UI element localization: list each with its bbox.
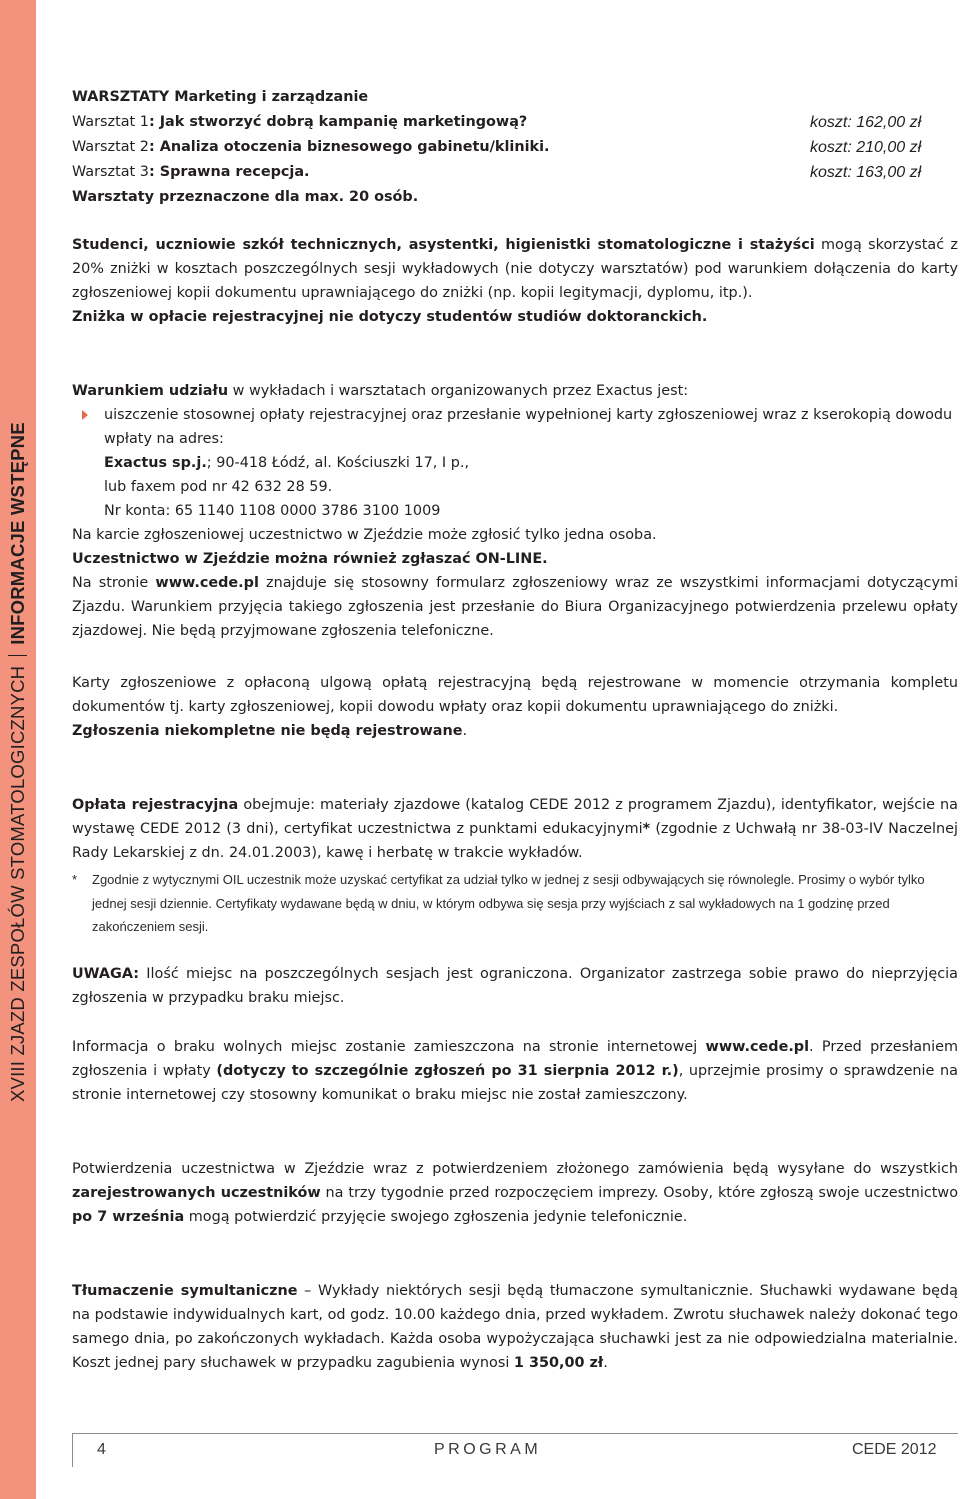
- conditions-lead: Warunkiem udziału w wykładach i warsztatach organizowanych przez Exactus jest:: [72, 383, 689, 399]
- footer-section-title: PROGRAM: [434, 1441, 542, 1458]
- workshops-section: [72, 85, 958, 210]
- footer-divider-tick: [72, 1433, 73, 1467]
- conditions-section: [72, 379, 958, 643]
- cards-paragraph: Karty zgłoszeniowe z opłaconą ulgową opłatą rejestracyjną będą rejestrowane w momencie otrzymania kompletu dokumentów tj. karty zgłoszeniowej, kopii dowodu wpłaty oraz kopii dokumentu uprawniającego do zniżki.: [72, 675, 958, 715]
- sidebar-title-bold: INFORMACJE WSTĘPNE: [7, 422, 28, 645]
- confirm-section: [72, 1157, 958, 1229]
- one-person-note: Na karcie zgłoszeniowej uczestnictwo w Zjeździe może zgłosić tylko jedna osoba.: [72, 527, 657, 543]
- bank-account: Nr konta: 65 1140 1108 0000 3786 3100 1009: [104, 503, 441, 519]
- sidebar: [0, 0, 36, 1499]
- info-section: [72, 1035, 958, 1107]
- discount-paragraph: Studenci, uczniowie szkół technicznych, asystentki, higienistki stomatologiczne i stażyści mogą skorzystać z 20% zniżki w kosztach poszczególnych sesji wykładowych (nie dotyczy warsztatów) pod warunkiem dołączenia do karty zgłoszeniowej kopii dokumentu uprawniającego do zniżki (np. kopii legitymacji, dyplomu, itp.).: [72, 237, 958, 301]
- confirm-paragraph: Potwierdzenia uczestnictwa w Zjeździe wraz z potwierdzeniem złożonego zamówienia będą wysyłane do wszystkich zarejestrowanych uczestników na trzy tygodnie przed rozpoczęciem imprezy. Osoby, które zgłoszą swoje uczestnictwo po 7 września mogą potwierdzić przyjęcie swojego zgłoszenia jedynie telefonicznie.: [72, 1161, 958, 1225]
- workshops-limit: Warsztaty przeznaczone dla max. 20 osób.: [72, 189, 419, 205]
- workshop-cost: koszt: 162,00 zł: [810, 114, 922, 131]
- workshop-row: Warsztat 2: Analiza otoczenia biznesowego gabinetu/kliniki. koszt: 210,00 zł: [72, 135, 958, 160]
- cards-incomplete-note: Zgłoszenia niekompletne nie będą rejestrowane.: [72, 723, 468, 739]
- fee-paragraph: Opłata rejestracyjna obejmuje: materiały zjazdowe (katalog CEDE 2012 z programem Zjazdu), identyfikator, wejście na wystawę CEDE 2012 (3 dni), certyfikat uczestnictwa z punktami edukacyjnymi* (zgodnie z Uchwałą nr 38-03-IV Naczelnej Rady Lekarskiej z dn. 24.01.2003), kawę i herbatę w trakcie wykładów.: [72, 797, 958, 861]
- workshop-row: Warsztat 3: Sprawna recepcja. koszt: 163,00 zł: [72, 160, 958, 185]
- warning-section: [72, 962, 958, 1010]
- discount-note: Zniżka w opłacie rejestracyjnej nie dotyczy studentów studiów doktoranckich.: [72, 309, 708, 325]
- cards-section: [72, 671, 958, 743]
- sidebar-title-light: XVIII ZJAZD ZESPOŁÓW STOMATOLOGICZNYCH: [7, 665, 28, 1102]
- footer-divider: [72, 1433, 958, 1434]
- warning-paragraph: UWAGA: Ilość miejsc na poszczególnych sesjach jest ograniczona. Organizator zastrzega sobie prawo do nieprzyjęcia zgłoszenia w przypadku braku miejsc.: [72, 966, 958, 1006]
- footer-event-name: CEDE 2012: [852, 1441, 937, 1458]
- fax: lub faxem pod nr 42 632 28 59.: [104, 479, 333, 495]
- website-note: Na stronie www.cede.pl znajduje się stosowny formularz zgłoszeniowy wraz ze wszystkimi informacjami dotyczącymi Zjazdu. Warunkiem przyjęcia takiego zgłoszenia jest przesłanie do Biura Organizacyjnego potwierdzenia przelewu opłaty zjazdowej. Nie będą przyjmowane zgłoszenia telefoniczne.: [72, 575, 958, 639]
- sidebar-separator: [8, 655, 27, 656]
- translation-paragraph: Tłumaczenie symultaniczne – Wykłady niektórych sesji będą tłumaczone symultanicznie. Słuchawki wydawane będą na podstawie indywidualnych kart, od godz. 10.00 każdego dnia, przed wykładem. Zwrotu słuchawek należy dokonać tego samego dnia, po zakończonych wykładach. Każda osoba wypożyczająca słuchawki jest za nie odpowiedzialna materialnie. Koszt jednej pary słuchawek w przypadku zagubienia wynosi 1 350,00 zł.: [72, 1283, 958, 1371]
- translation-section: [72, 1279, 958, 1375]
- workshops-heading: WARSZTATY Marketing i zarządzanie: [72, 89, 369, 105]
- page-number: 4: [97, 1441, 106, 1458]
- address: Exactus sp.j.; 90-418 Łódź, al. Kościuszki 17, I p.,: [104, 455, 470, 471]
- website-link[interactable]: www.cede.pl: [705, 1039, 810, 1055]
- info-paragraph: Informacja o braku wolnych miejsc zostanie zamieszczona na stronie internetowej www.cede.pl. Przed przesłaniem zgłoszenia i wpłaty (dotyczy to szczególnie zgłoszeń po 31 sierpnia 2012 r.), uprzejmie prosimy o sprawdzenie na stronie internetowej czy stosowny komunikat o braku miejsc nie został zamieszczony.: [72, 1039, 959, 1103]
- online-note: Uczestnictwo w Zjeździe można również zgłaszać ON-LINE.: [72, 551, 548, 567]
- fee-section: [72, 793, 958, 865]
- website-link[interactable]: www.cede.pl: [155, 575, 259, 591]
- sidebar-title: [2, 382, 34, 1102]
- footnote: * Zgodnie z wytycznymi OIL uczestnik może uzyskać certyfikat za udział tylko w jednej z sesji odbywających się równolegle. Prosimy o wybór tylko jednej sesji dziennie. Certyfikaty wydawane będą w dniu, w którym odbywa się sesja przy wyjściach z sal wykładowych na 1 godzinę przed zakończeniem sesji.: [72, 872, 925, 934]
- workshop-cost: koszt: 210,00 zł: [810, 139, 922, 156]
- conditions-bullet: uiszczenie stosownej opłaty rejestracyjnej oraz przesłanie wypełnionej karty zgłoszeniowej wraz z kserokopią dowodu wpłaty na adres:: [72, 403, 958, 451]
- discount-section: [72, 233, 958, 329]
- workshop-row: Warsztat 1: Jak stworzyć dobrą kampanię marketingową? koszt: 162,00 zł: [72, 110, 958, 135]
- workshop-cost: koszt: 163,00 zł: [810, 164, 922, 181]
- bullet-arrow-icon: [82, 410, 88, 420]
- footnote-section: [72, 868, 958, 939]
